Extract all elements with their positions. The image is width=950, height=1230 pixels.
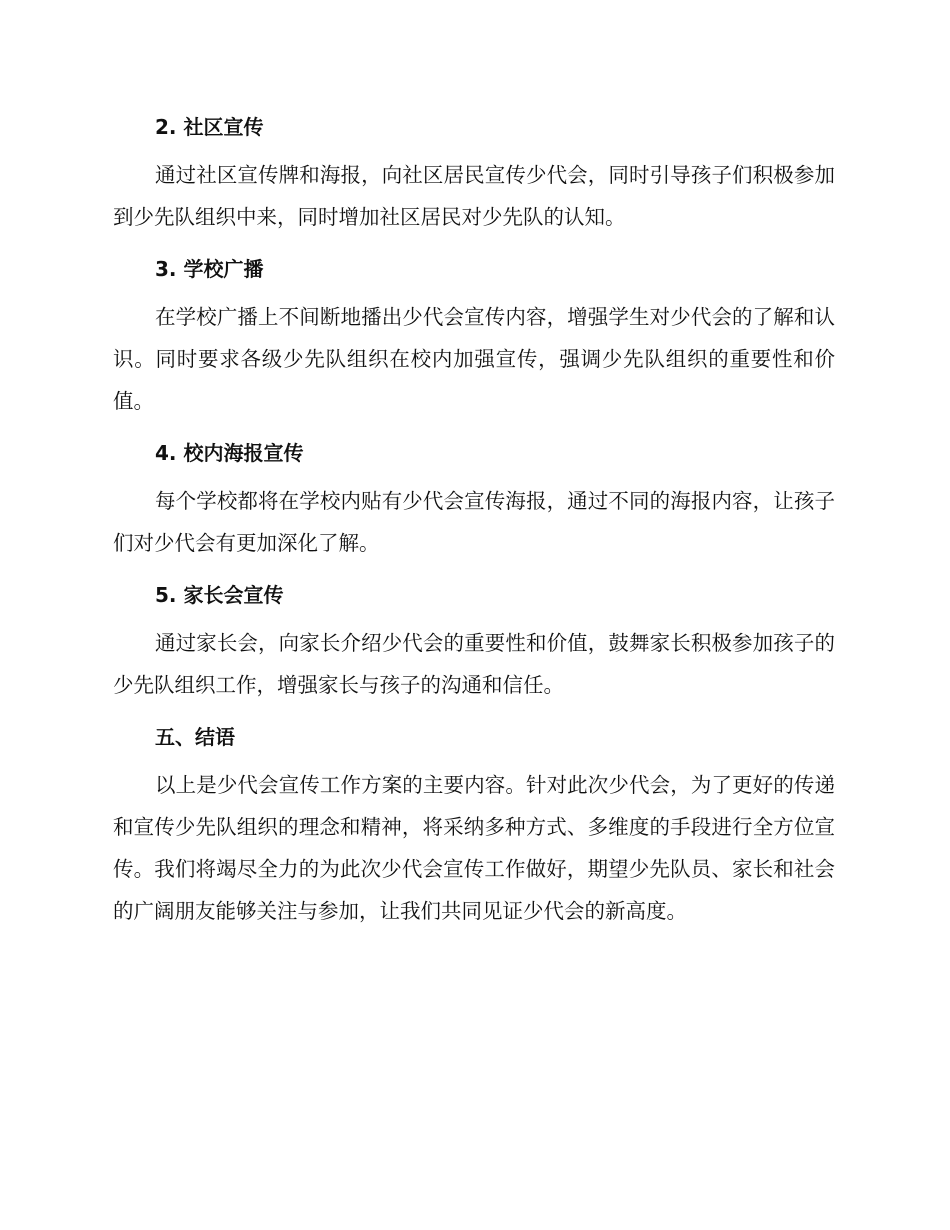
section-heading-community: 2. 社区宣传: [155, 115, 264, 139]
section-heading-poster: 4. 校内海报宣传: [155, 441, 304, 465]
document-body: [113, 108, 835, 944]
section-body-parent-meeting: 通过家长会，向家长介绍少代会的重要性和价值，鼓舞家长积极参加孩子的少先队组织工作，增强家长与孩子的沟通和信任。: [113, 631, 835, 697]
section-body-poster: 每个学校都将在学校内贴有少代会宣传海报，通过不同的海报内容，让孩子们对少代会有更加深化了解。: [113, 489, 835, 555]
section-heading-school-broadcast: 3. 学校广播: [155, 257, 264, 281]
section-body-school-broadcast: 在学校广播上不间断地播出少代会宣传内容，增强学生对少代会的了解和认识。同时要求各级少先队组织在校内加强宣传，强调少先队组织的重要性和价值。: [113, 305, 835, 413]
section-body-conclusion: 以上是少代会宣传工作方案的主要内容。针对此次少代会，为了更好的传递和宣传少先队组织的理念和精神，将采纳多种方式、多维度的手段进行全方位宣传。我们将竭尽全力的为此次少代会宣传工作做好，期望少先队员、家长和社会的广阔朋友能够关注与参加，让我们共同见证少代会的新高度。: [113, 773, 835, 923]
section-heading-conclusion: 五、结语: [155, 725, 235, 749]
section-body-community: 通过社区宣传牌和海报，向社区居民宣传少代会，同时引导孩子们积极参加到少先队组织中来，同时增加社区居民对少先队的认知。: [113, 163, 835, 229]
section-heading-parent-meeting: 5. 家长会宣传: [155, 583, 284, 607]
